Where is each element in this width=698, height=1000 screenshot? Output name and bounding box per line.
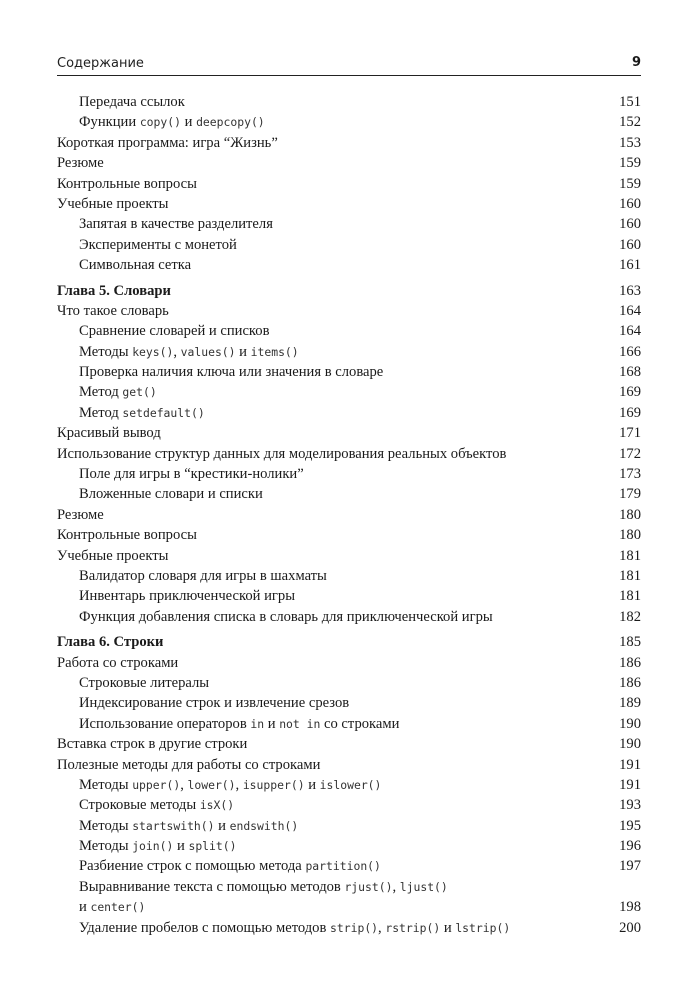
toc-page-number: 180 (619, 506, 641, 523)
text-fragment: Методы (79, 817, 133, 834)
toc-entry-title (79, 714, 399, 734)
toc-page-number: 169 (619, 404, 641, 421)
toc-entry (57, 525, 641, 545)
toc-entry-title (57, 301, 169, 321)
toc-page-number: 189 (619, 695, 641, 712)
toc-entry (57, 174, 641, 194)
header-page-number: 9 (631, 55, 641, 70)
toc-entry-title (57, 632, 163, 652)
code-fragment: rjust() (344, 879, 393, 894)
toc-page-number: 161 (619, 257, 641, 274)
toc-entry (57, 816, 641, 836)
toc-entry-title (79, 403, 205, 423)
toc-entry-title (57, 281, 171, 301)
toc-entry-title (57, 194, 168, 214)
toc-page-number: 196 (619, 838, 641, 855)
text-fragment: Разбиение строк с помощью метода (79, 858, 306, 875)
toc-entry-title (79, 321, 269, 341)
text-fragment: Строковые методы (79, 797, 200, 814)
toc-entry-title (57, 546, 168, 566)
toc-entry-title (79, 92, 185, 112)
code-fragment: items() (250, 344, 299, 359)
toc-entry-title (79, 836, 236, 856)
text-fragment: Запятая в качестве разделителя (79, 216, 273, 233)
toc-entry (57, 153, 641, 173)
text-fragment: Метод (79, 384, 123, 401)
toc-page-number: 198 (619, 899, 641, 916)
code-fragment: isX() (199, 798, 235, 813)
toc-entry-title (79, 362, 383, 382)
toc-entry-title (79, 586, 295, 606)
toc-entry (57, 301, 641, 321)
code-fragment: islower() (319, 777, 382, 792)
text-fragment: Методы (79, 838, 133, 855)
text-fragment: Функции (79, 114, 140, 131)
toc-entry-title (79, 877, 448, 897)
text-fragment: Методы (79, 343, 133, 360)
text-fragment: Сравнение словарей и списков (79, 323, 270, 340)
text-fragment: Валидатор словаря для игры в шахматы (79, 567, 327, 584)
header-title: Содержание (57, 56, 144, 71)
toc-page-number: 200 (619, 919, 641, 936)
toc-entry (57, 653, 641, 673)
text-fragment: Передача ссылок (79, 94, 185, 110)
text-fragment: Удаление пробелов с помощью методов (79, 919, 331, 936)
toc-entry-title (57, 174, 197, 194)
text-fragment: и (214, 817, 230, 834)
toc-entry-title (79, 255, 191, 275)
toc-entry-title (79, 382, 157, 402)
text-fragment: Проверка наличия ключа или значения в словаре (79, 364, 384, 381)
text-fragment: Функция добавления списка в словарь для приключенческой игры (79, 608, 493, 625)
toc-entry-title (79, 464, 304, 484)
toc-entry-title (79, 235, 237, 255)
toc-page-number: 181 (619, 547, 641, 564)
toc-entry-title (57, 423, 161, 443)
toc-entry (57, 836, 641, 856)
text-fragment: , (235, 776, 243, 793)
toc-entry (57, 918, 641, 938)
toc-page-number: 180 (619, 527, 641, 544)
toc-page-number: 151 (619, 94, 641, 110)
toc-entry (57, 714, 641, 734)
toc-entry (57, 546, 641, 566)
text-fragment: Короткая программа: игра “Жизнь” (57, 134, 278, 151)
running-header (57, 55, 641, 76)
text-fragment: Красивый вывод (57, 425, 161, 442)
text-fragment: , (180, 776, 188, 793)
text-fragment: Контрольные вопросы (57, 527, 197, 544)
toc-entry-title (57, 525, 197, 545)
toc-page-number: 169 (619, 384, 641, 401)
toc-entry (57, 566, 641, 586)
toc-entry-title (79, 214, 273, 234)
toc-entry (57, 464, 641, 484)
text-fragment: Учебные проекты (57, 195, 169, 212)
toc-page-number: 152 (619, 114, 641, 131)
toc-page-number: 181 (619, 567, 641, 584)
toc-page-number: 173 (619, 466, 641, 483)
toc-entry (57, 734, 641, 754)
code-fragment: deepcopy() (196, 115, 265, 130)
toc-page-number: 182 (619, 608, 641, 625)
text-fragment: Строковые литералы (79, 674, 210, 691)
text-fragment: Полезные методы для работы со строками (57, 756, 321, 773)
toc-entry-title (79, 816, 298, 836)
toc-entry-title (57, 133, 278, 153)
toc-page-number: 168 (619, 364, 641, 381)
toc-entry (57, 795, 641, 815)
text-fragment: Что такое словарь (57, 302, 169, 319)
toc-page-number: 163 (619, 282, 641, 299)
toc-page-number: 153 (619, 134, 641, 151)
toc-entry-title (79, 897, 145, 917)
code-fragment: center() (90, 900, 146, 915)
toc-entry-title (79, 795, 234, 815)
text-fragment: Инвентарь приключенческой игры (79, 588, 295, 605)
toc-entry (57, 362, 641, 382)
toc-page-number: 164 (619, 323, 641, 340)
toc-entry (57, 673, 641, 693)
toc-page-number: 166 (619, 343, 641, 360)
toc-page-number: 160 (619, 195, 641, 212)
toc-entry-title (79, 856, 381, 876)
toc-entry-title (79, 775, 381, 795)
toc-entry-title (79, 673, 209, 693)
text-fragment: и (79, 899, 91, 916)
code-fragment: values() (180, 344, 236, 359)
toc-page-number: 159 (619, 155, 641, 172)
code-fragment: strip() (330, 920, 379, 935)
text-fragment: Символьная сетка (79, 257, 192, 274)
toc-page-number: 186 (619, 674, 641, 691)
text-fragment: Метод (79, 404, 123, 421)
toc-entry (57, 444, 641, 464)
text-fragment: и (304, 776, 320, 793)
toc-entry-title (79, 112, 265, 132)
toc-entry (57, 321, 641, 341)
text-fragment: Эксперименты с монетой (79, 236, 237, 253)
text-fragment: Поле для игры в “крестики-нолики” (79, 466, 304, 483)
text-fragment: Выравнивание текста с помощью методов (79, 878, 345, 895)
text-fragment: со строками (320, 715, 400, 732)
text-fragment: Глава 5. Словари (57, 282, 171, 299)
toc-entry (57, 607, 641, 627)
toc-entry (57, 856, 641, 876)
code-fragment: keys() (132, 344, 174, 359)
text-fragment: Глава 6. Строки (57, 634, 164, 651)
toc-page-number: 197 (619, 858, 641, 875)
toc-page-number: 190 (619, 736, 641, 753)
text-fragment: Методы (79, 776, 133, 793)
toc-chapter-heading (57, 632, 641, 652)
toc-chapter-heading (57, 281, 641, 301)
text-fragment: Вложенные словари и списки (79, 486, 263, 503)
toc-entry-title (57, 505, 104, 525)
toc-entry (57, 775, 641, 795)
code-fragment: get() (122, 385, 157, 400)
code-fragment: not in (279, 716, 321, 731)
toc-entry-title (79, 484, 263, 504)
toc-page-number: 160 (619, 216, 641, 233)
code-fragment: lstrip() (455, 920, 511, 935)
toc-page-number: 186 (619, 654, 641, 671)
code-fragment: partition() (305, 859, 381, 874)
toc-entry (57, 235, 641, 255)
text-fragment: и (235, 343, 251, 360)
toc-page-number: 185 (619, 634, 641, 651)
text-fragment: Резюме (57, 155, 104, 172)
code-fragment: upper() (132, 777, 181, 792)
text-fragment: Вставка строк в другие строки (57, 736, 248, 753)
toc-page-number: 172 (619, 445, 641, 462)
toc-entry (57, 194, 641, 214)
code-fragment: ljust() (399, 879, 448, 894)
toc-entry (57, 877, 641, 897)
text-fragment: Работа со строками (57, 654, 179, 671)
text-fragment: , (378, 919, 386, 936)
toc-entry (57, 403, 641, 423)
toc-entry-title (79, 693, 349, 713)
text-fragment: , (392, 878, 400, 895)
text-fragment: и (264, 715, 280, 732)
toc-entry (57, 255, 641, 275)
toc-entry-title (79, 918, 510, 938)
toc-page-number: 160 (619, 236, 641, 253)
toc-entry (57, 382, 641, 402)
text-fragment: и (180, 114, 197, 131)
toc-entry (57, 505, 641, 525)
toc-page-number: 179 (619, 486, 641, 503)
text-fragment: Использование структур данных для моделирования реальных объектов (57, 445, 507, 462)
toc-entry (57, 586, 641, 606)
toc-entry (57, 342, 641, 362)
text-fragment: и (173, 838, 189, 855)
toc-page-number: 181 (619, 588, 641, 605)
table-of-contents (57, 92, 641, 938)
code-fragment: startswith() (132, 818, 215, 833)
text-fragment: Учебные проекты (57, 547, 169, 564)
toc-entry (57, 214, 641, 234)
toc-entry-title (79, 566, 327, 586)
text-fragment: Резюме (57, 506, 104, 523)
toc-entry (57, 484, 641, 504)
toc-page-number: 159 (619, 175, 641, 192)
toc-entry-title (57, 153, 104, 173)
toc-page-number: 191 (619, 776, 641, 793)
toc-page-number: 193 (619, 797, 641, 814)
text-fragment: Контрольные вопросы (57, 175, 197, 192)
toc-entry-title (57, 444, 506, 464)
toc-entry-title (57, 755, 320, 775)
toc-entry (57, 112, 641, 132)
code-fragment: split() (188, 839, 237, 854)
toc-entry-title (79, 607, 493, 627)
toc-entry (57, 133, 641, 153)
code-fragment: endswith() (229, 818, 299, 833)
toc-entry (57, 897, 641, 917)
code-fragment: setdefault() (122, 405, 205, 420)
text-fragment: Индексирование строк и извлечение срезов (79, 695, 350, 712)
toc-page-number: 171 (619, 425, 641, 442)
toc-page-number: 195 (619, 817, 641, 834)
text-fragment: и (440, 919, 456, 936)
code-fragment: isupper() (242, 777, 305, 792)
code-fragment: rstrip() (385, 920, 441, 935)
toc-entry-title (57, 653, 178, 673)
code-fragment: in (250, 716, 265, 731)
toc-page-number: 191 (619, 756, 641, 773)
toc-entry (57, 423, 641, 443)
text-fragment: Использование операторов (79, 715, 251, 732)
code-fragment: lower() (187, 777, 236, 792)
code-fragment: join() (132, 839, 174, 854)
text-fragment: , (173, 343, 181, 360)
toc-entry-title (79, 342, 299, 362)
toc-entry (57, 693, 641, 713)
code-fragment: copy() (139, 115, 181, 130)
toc-page-number: 190 (619, 715, 641, 732)
toc-page-number: 164 (619, 302, 641, 319)
toc-entry (57, 92, 641, 112)
toc-entry (57, 755, 641, 775)
toc-entry-title (57, 734, 247, 754)
